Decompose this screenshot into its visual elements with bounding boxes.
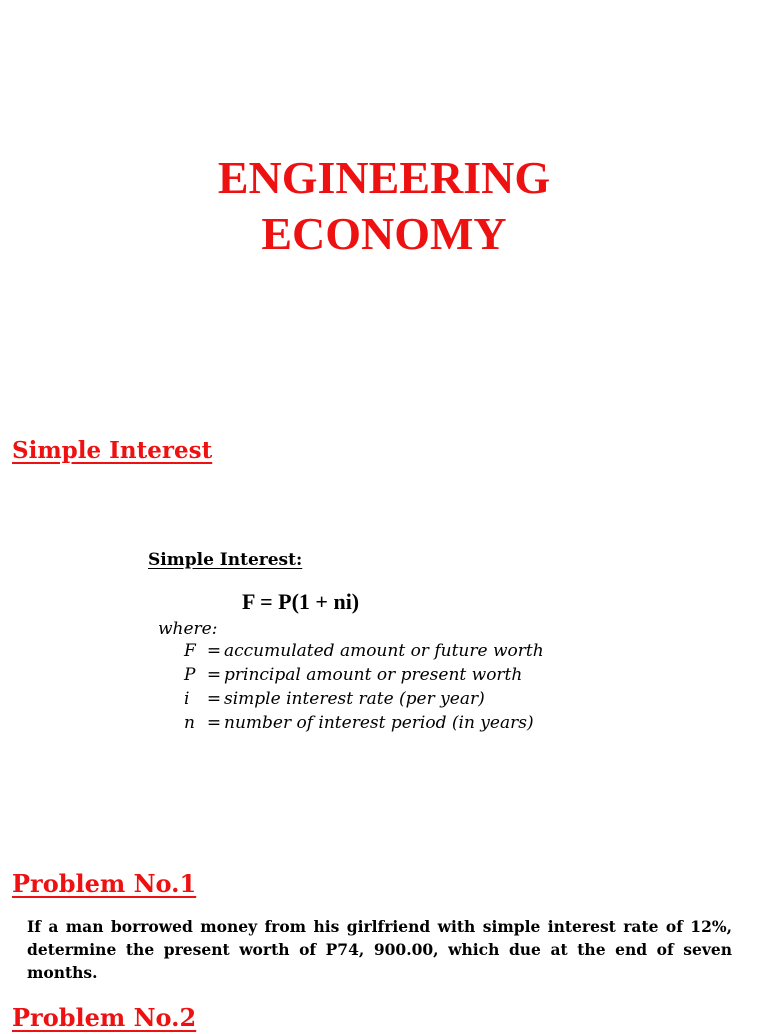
variable-equals: = (206, 713, 222, 733)
variable-symbol: i (184, 689, 190, 709)
variable-equals: = (206, 689, 222, 709)
formula-equation: F = P(1 + ni) (242, 589, 360, 614)
simple-interest-formula-figure (148, 548, 608, 748)
problem-heading-1: Problem No.1 (12, 869, 197, 898)
problem-heading-2: Problem No.2 (12, 1003, 197, 1032)
formula-variable-row (184, 664, 522, 686)
variable-description: principal amount or present worth (224, 665, 523, 685)
formula-header: Simple Interest: (148, 550, 303, 570)
problem-1-statement: If a man borrowed money from his girlfriend with simple interest rate of 12%, determine the present worth of P74, 900.00, which due at the end of seven months. (27, 917, 732, 982)
variable-symbol: P (184, 665, 196, 685)
variable-description: simple interest rate (per year) (224, 689, 485, 709)
document-title-line-2: ECONOMY (261, 208, 507, 259)
section-heading-simple-interest: Simple Interest (12, 437, 213, 464)
variable-equals: = (206, 665, 222, 685)
variable-equals: = (206, 641, 222, 661)
formula-variable-row (184, 688, 485, 710)
variable-symbol: F (184, 641, 196, 661)
formula-variable-row (184, 712, 534, 734)
formula-variable-row (184, 640, 544, 662)
variable-description: accumulated amount or future worth (224, 641, 544, 661)
variable-description: number of interest period (in years) (224, 713, 534, 733)
document-title-line-1: ENGINEERING (217, 152, 551, 203)
formula-where-label: where: (158, 619, 218, 639)
variable-symbol: n (184, 713, 195, 733)
